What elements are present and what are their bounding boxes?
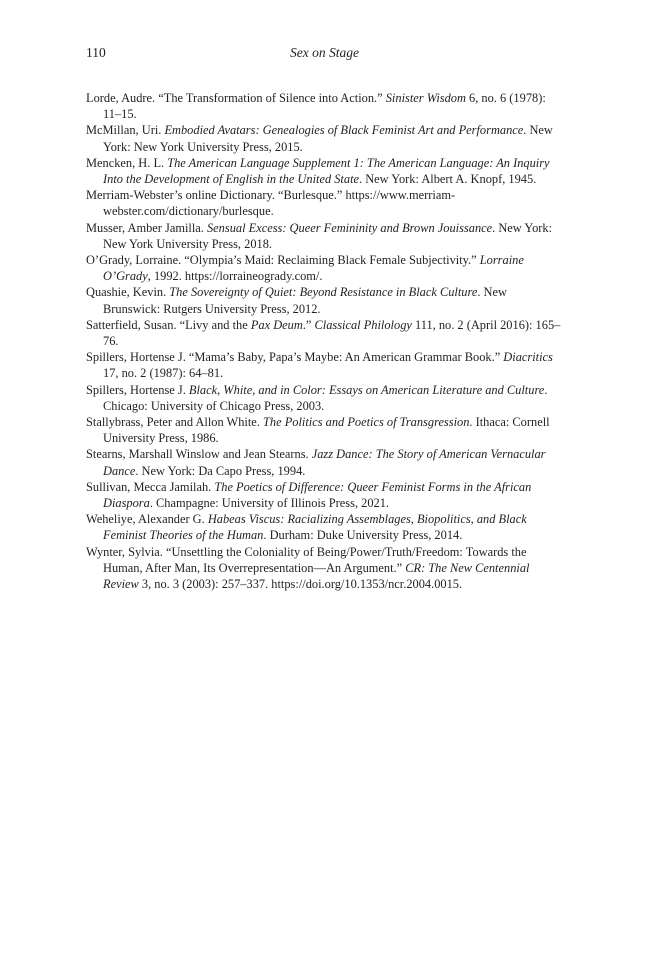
entry-text: Lorde, Audre. “The Transformation of Silence into Action.” xyxy=(86,91,386,105)
bibliography-entry xyxy=(86,122,566,154)
entry-text: 17, no. 2 (1987): 64–81. xyxy=(103,366,224,381)
bibliography-entry xyxy=(86,90,566,122)
bibliography-list xyxy=(86,90,566,592)
entry-title-italic: CR: The New Centennial Review xyxy=(103,560,530,592)
entry-text: Weheliye, Alexander G. xyxy=(86,512,208,527)
bibliography-entry xyxy=(86,479,566,511)
entry-title-italic: The Poetics of Difference: Queer Feminist Forms in the African Diaspora xyxy=(103,479,532,511)
entry-text: Stearns, Marshall Winslow and Jean Stearns. xyxy=(86,447,312,462)
entry-text: , 1992. https://lorraineogrady.com/. xyxy=(147,269,323,284)
entry-text: Satterfield, Susan. “Livy and the xyxy=(86,317,251,332)
entry-text: . New York: New York University Press, 2015. xyxy=(103,123,553,154)
entry-title-italic: Pax Deum xyxy=(250,317,303,332)
entry-text: . New York: New York University Press, 2018. xyxy=(103,220,553,251)
entry-text: Quashie, Kevin. xyxy=(86,285,170,300)
entry-title-italic: Sinister Wisdom xyxy=(385,91,466,105)
entry-text: .” xyxy=(302,317,315,332)
entry-text: 3, no. 3 (2003): 257–337. https://doi.org/10.1353/ncr.2004.0015. xyxy=(138,577,463,592)
bibliography-entry xyxy=(86,187,566,219)
entry-title-italic: The Sovereignty of Quiet: Beyond Resistance in Black Culture xyxy=(169,285,478,300)
entry-text: Sullivan, Mecca Jamilah. xyxy=(86,479,215,494)
bibliography-entry xyxy=(86,220,566,252)
entry-title-italic: Embodied Avatars: Genealogies of Black Feminist Art and Performance xyxy=(164,123,524,138)
entry-text: 6, no. 6 (1978): 11–15. xyxy=(103,91,546,122)
entry-text: . Ithaca: Cornell University Press, 1986. xyxy=(103,415,550,446)
bibliography-entry xyxy=(86,382,566,414)
entry-text: . Chicago: University of Chicago Press, 2003. xyxy=(103,382,548,413)
entry-text: . New York: Albert A. Knopf, 1945. xyxy=(359,172,537,187)
entry-title-italic: Lorraine O’Grady xyxy=(103,253,524,284)
entry-title-italic: The Politics and Poetics of Transgression xyxy=(263,415,470,430)
entry-text: Spillers, Hortense J. “Mama’s Baby, Papa’s Maybe: An American Grammar Book.” xyxy=(86,350,504,365)
entry-text: O’Grady, Lorraine. “Olympia’s Maid: Reclaiming Black Female Subjectivity.” xyxy=(86,253,480,268)
entry-title-italic: The American Language Supplement 1: The American Language: An Inquiry Into the Development of English in the United State xyxy=(103,155,550,187)
bibliography-entry xyxy=(86,349,566,381)
entry-text: Merriam-Webster’s online Dictionary. “Burlesque.” https://www.merriam-webster.com/dictionary/burlesque. xyxy=(86,188,456,219)
entry-text: Stallybrass, Peter and Allon White. xyxy=(86,415,264,430)
running-head xyxy=(86,45,563,63)
entry-text: McMillan, Uri. xyxy=(86,123,165,138)
entry-title-italic: Black, White, and in Color: Essays on American Literature and Culture xyxy=(188,382,545,397)
entry-title-italic: Sensual Excess: Queer Femininity and Brown Jouissance xyxy=(206,220,493,235)
bibliography-entry xyxy=(86,544,566,593)
page-number: 110 xyxy=(86,45,106,60)
entry-title-italic: Classical Philology xyxy=(314,317,412,332)
entry-text: 111, no. 2 (April 2016): 165–76. xyxy=(103,317,561,349)
entry-text: Mencken, H. L. xyxy=(86,155,168,170)
entry-text: Musser, Amber Jamilla. xyxy=(86,220,207,235)
bibliography-entry xyxy=(86,446,566,478)
entry-text: Spillers, Hortense J. xyxy=(86,382,189,397)
bibliography-entry xyxy=(86,414,566,446)
entry-title-italic: Habeas Viscus: Racializing Assemblages, Biopolitics, and Black Feminist Theories of the Human xyxy=(103,512,527,543)
entry-title-italic: Jazz Dance: The Story of American Vernacular Dance xyxy=(103,447,546,478)
entry-text: . New York: Da Capo Press, 1994. xyxy=(135,463,306,478)
bibliography-entry xyxy=(86,252,566,284)
bibliography-entry xyxy=(86,155,566,187)
bibliography-entry xyxy=(86,284,566,316)
entry-text: . Champagne: University of Illinois Press, 2021. xyxy=(149,496,390,511)
entry-text: . New Brunswick: Rutgers University Press, 2012. xyxy=(103,285,507,316)
entry-text: Wynter, Sylvia. “Unsettling the Coloniality of Being/Power/Truth/Freedom: Towards the Human, After Man, Its Overrepresentation—An Argument.” xyxy=(86,544,527,575)
entry-title-italic: Diacritics xyxy=(503,350,553,365)
bibliography-entry xyxy=(86,317,566,349)
running-title: Sex on Stage xyxy=(290,45,359,60)
bibliography-entry xyxy=(86,511,566,543)
entry-text: . Durham: Duke University Press, 2014. xyxy=(263,528,463,543)
